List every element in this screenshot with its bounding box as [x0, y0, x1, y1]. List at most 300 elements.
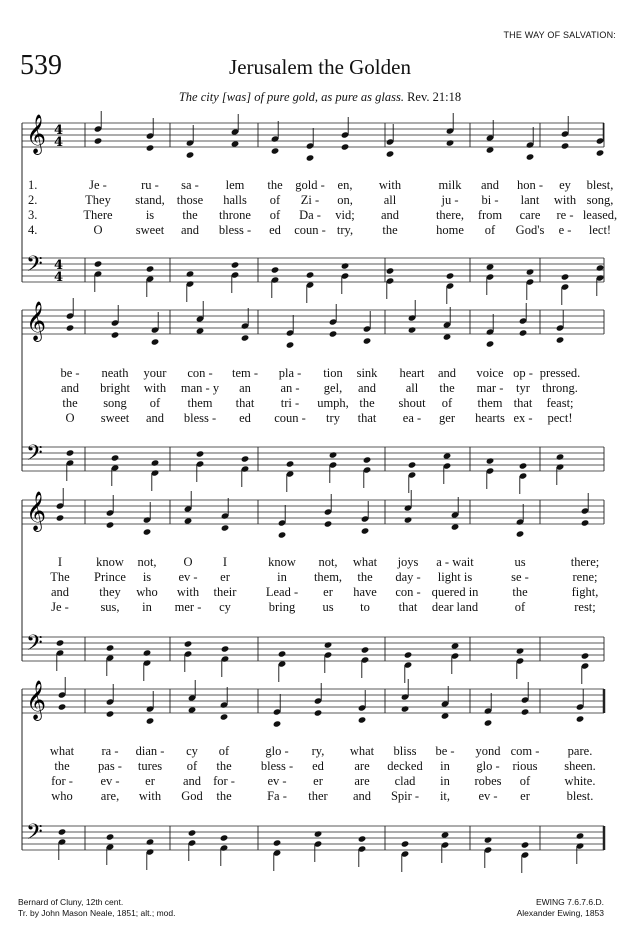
note-head	[324, 520, 333, 527]
lyric-syllable: stand,	[135, 193, 165, 207]
lyric-syllable: light is	[437, 570, 473, 584]
note-head	[401, 705, 410, 712]
lyric-syllable: sa -	[181, 178, 199, 192]
note-head	[519, 462, 528, 469]
lyric-syllable: on,	[337, 193, 353, 207]
note-head	[286, 460, 295, 467]
lyric-syllable: what	[349, 744, 375, 758]
verse-number: 4.	[28, 223, 38, 237]
lyric-syllable: those	[176, 193, 204, 207]
translator-credit: Tr. by John Mason Neale, 1851; alt.; mod.	[18, 908, 176, 918]
bass-clef-icon: 𝄢	[26, 441, 43, 471]
note-head	[556, 453, 565, 460]
lyric-syllable: and	[50, 585, 70, 599]
note-head	[314, 830, 323, 837]
lyric-syllable: clad	[394, 774, 416, 788]
time-signature: 4	[54, 135, 64, 150]
lyric-syllable: ra -	[101, 744, 119, 758]
note-head	[329, 451, 338, 458]
verse-number: 1.	[28, 178, 38, 192]
note-head	[231, 261, 240, 268]
lyric-syllable: se -	[511, 570, 529, 584]
note-head	[220, 834, 229, 841]
note-head	[596, 149, 605, 156]
note-head	[146, 265, 155, 272]
lyric-syllable: lant	[520, 193, 540, 207]
lyric-syllable: pare.	[567, 744, 593, 758]
lyric-syllable: God's	[515, 223, 545, 237]
lyric-syllable: pla -	[278, 366, 302, 380]
time-signature: 4	[54, 270, 64, 285]
lyric-syllable: and	[60, 381, 80, 395]
note-head	[341, 143, 350, 150]
lyric-syllable: the	[54, 759, 70, 773]
lyric-syllable: halls	[223, 193, 247, 207]
lyric-syllable: blest,	[586, 178, 614, 192]
lyric-line	[0, 381, 640, 395]
note-head	[151, 459, 160, 466]
lyric-syllable: tion	[323, 366, 343, 380]
lyric-syllable: all	[383, 193, 397, 207]
note-head	[519, 329, 528, 336]
lyric-line	[0, 396, 640, 410]
lyric-syllable: robes	[474, 774, 502, 788]
lyric-syllable: op -	[513, 366, 533, 380]
lyric-syllable: O	[183, 555, 193, 569]
lyric-syllable: the	[62, 396, 78, 410]
lyric-syllable: ju -	[441, 193, 459, 207]
lyric-syllable: O	[93, 223, 103, 237]
lyric-syllable: lect!	[588, 223, 612, 237]
note-head	[408, 326, 417, 333]
note-head	[146, 838, 155, 845]
lyric-syllable: pect!	[547, 411, 573, 425]
note-head	[576, 715, 585, 722]
note-head	[361, 527, 370, 534]
lyric-syllable: fight,	[571, 585, 599, 599]
lyric-syllable: er	[520, 789, 530, 803]
lyric-syllable: is	[145, 208, 155, 222]
lyric-syllable: sus,	[100, 600, 120, 614]
lyric-syllable: hon -	[516, 178, 544, 192]
hymn-title: Jerusalem the Golden	[229, 55, 411, 79]
lyric-syllable: ex -	[513, 411, 533, 425]
lyric-syllable: of	[514, 600, 526, 614]
lyric-syllable: of	[484, 223, 496, 237]
lyric-syllable: dear land	[431, 600, 479, 614]
lyric-syllable: neath	[101, 366, 129, 380]
lyric-syllable: the	[439, 381, 455, 395]
lyric-syllable: know	[268, 555, 296, 569]
lyric-syllable: sweet	[135, 223, 165, 237]
lyric-syllable: They	[85, 193, 111, 207]
author-credit: Bernard of Cluny, 12th cent.	[18, 897, 124, 907]
lyric-syllable: com -	[510, 744, 540, 758]
lyric-line	[0, 600, 640, 614]
lyric-line	[0, 555, 640, 569]
note-head	[441, 712, 450, 719]
lyric-syllable: mer -	[174, 600, 202, 614]
lyric-syllable: there;	[570, 555, 600, 569]
note-head	[486, 263, 495, 270]
note-head	[358, 716, 367, 723]
lyric-syllable: the	[216, 789, 232, 803]
lyric-syllable: day -	[395, 570, 421, 584]
lyric-syllable: of	[186, 759, 198, 773]
note-head	[196, 327, 205, 334]
note-head	[271, 147, 280, 154]
lyric-syllable: from	[477, 208, 503, 222]
lyric-syllable: joys	[397, 555, 419, 569]
note-head	[143, 528, 152, 535]
lyric-syllable: and	[182, 774, 202, 788]
lyric-syllable: care	[519, 208, 541, 222]
lyric-line	[0, 411, 640, 425]
epigraph-text: The city [was] of pure gold, as pure as glass.	[178, 90, 404, 104]
lyric-syllable: gold -	[295, 178, 325, 192]
note-head	[106, 644, 115, 651]
lyric-syllable: glo -	[265, 744, 289, 758]
lyric-line	[0, 774, 640, 788]
lyric-syllable: Je -	[89, 178, 107, 192]
lyric-syllable: be -	[60, 366, 80, 380]
lyric-syllable: tures	[137, 759, 163, 773]
lyric-syllable: God	[181, 789, 203, 803]
lyric-syllable: er	[220, 570, 230, 584]
lyric-syllable: man - y	[180, 381, 220, 395]
lyric-syllable: sheen.	[564, 759, 596, 773]
lyric-line	[0, 223, 640, 237]
lyric-syllable: ev -	[267, 774, 287, 788]
lyric-syllable: con -	[187, 366, 213, 380]
lyric-syllable: for -	[51, 774, 73, 788]
lyric-syllable: there,	[435, 208, 465, 222]
note-head	[521, 708, 530, 715]
note-head	[581, 652, 590, 659]
note-head	[561, 273, 570, 280]
note-head	[94, 137, 103, 144]
lyric-syllable: ey	[559, 178, 571, 192]
note-head	[188, 829, 197, 836]
lyric-syllable: to	[360, 600, 370, 614]
note-head	[278, 650, 287, 657]
lyric-syllable: tyr	[516, 381, 530, 395]
lyric-syllable: There	[83, 208, 113, 222]
lyric-syllable: bless -	[183, 411, 217, 425]
time-signature: 4	[54, 123, 64, 138]
lyric-syllable: with	[138, 789, 162, 803]
note-head	[581, 519, 590, 526]
note-head	[521, 841, 530, 848]
lyric-syllable: not,	[137, 555, 157, 569]
treble-clef-icon: 𝄞	[26, 301, 47, 341]
lyric-syllable: rious	[512, 759, 538, 773]
note-head	[358, 835, 367, 842]
note-head	[314, 709, 323, 716]
section-header: THE WAY OF SALVATION:	[503, 30, 616, 40]
lyric-syllable: sink	[356, 366, 378, 380]
lyric-line	[0, 193, 640, 207]
lyric-syllable: vid;	[335, 208, 355, 222]
note-head	[94, 260, 103, 267]
lyric-line	[0, 570, 640, 584]
lyric-syllable: Fa -	[267, 789, 287, 803]
lyric-syllable: sweet	[100, 411, 130, 425]
lyric-syllable: with	[143, 381, 167, 395]
lyric-syllable: ru -	[141, 178, 159, 192]
note-head	[106, 833, 115, 840]
lyric-syllable: of	[269, 208, 281, 222]
lyric-syllable: pas -	[98, 759, 122, 773]
lyric-syllable: rene;	[572, 570, 598, 584]
lyric-syllable: dian -	[135, 744, 165, 758]
lyric-syllable: be -	[435, 744, 455, 758]
note-head	[231, 140, 240, 147]
note-head	[408, 461, 417, 468]
lyric-syllable: are	[354, 774, 370, 788]
lyric-syllable: that	[235, 396, 255, 410]
bass-clef-icon: 𝄢	[26, 820, 43, 850]
note-head	[404, 516, 413, 523]
lyric-syllable: with	[553, 193, 577, 207]
hymn-number: 539	[20, 50, 62, 81]
lyric-syllable: ed	[312, 759, 324, 773]
lyric-syllable: and	[357, 381, 377, 395]
note-head	[441, 831, 450, 838]
lyric-syllable: I	[57, 555, 63, 569]
verse-number: 2.	[28, 193, 38, 207]
note-head	[184, 640, 193, 647]
lyric-syllable: glo -	[476, 759, 500, 773]
lyric-syllable: the	[382, 223, 398, 237]
note-head	[443, 333, 452, 340]
note-head	[58, 703, 67, 710]
note-head	[526, 268, 535, 275]
lyric-syllable: yond	[475, 744, 501, 758]
lyric-syllable: leased,	[582, 208, 618, 222]
lyric-syllable: in	[277, 570, 287, 584]
lyric-syllable: and	[352, 789, 372, 803]
bass-clef-icon: 𝄢	[26, 252, 43, 282]
lyric-syllable: Spir -	[390, 789, 420, 803]
note-head	[196, 450, 205, 457]
lyric-syllable: shout	[398, 396, 426, 410]
lyric-syllable: for -	[213, 774, 235, 788]
lyric-syllable: tri -	[280, 396, 300, 410]
lyric-syllable: quered in	[431, 585, 479, 599]
lyric-syllable: con -	[395, 585, 421, 599]
lyric-syllable: Je -	[51, 600, 69, 614]
lyric-line	[0, 744, 640, 758]
lyric-syllable: it,	[439, 789, 451, 803]
lyric-syllable: in	[142, 600, 152, 614]
lyric-syllable: home	[436, 223, 464, 237]
tune-credit: EWING 7.6.7.6.D.	[535, 897, 604, 907]
note-head	[516, 647, 525, 654]
note-head	[184, 517, 193, 524]
note-head	[341, 262, 350, 269]
treble-clef-icon: 𝄞	[26, 680, 47, 720]
lyric-syllable: they	[99, 585, 121, 599]
note-head	[596, 264, 605, 271]
note-head	[484, 719, 493, 726]
lyric-syllable: them,	[313, 570, 343, 584]
note-head	[446, 139, 455, 146]
lyric-line	[0, 208, 640, 222]
note-head	[106, 710, 115, 717]
lyric-syllable: The	[50, 570, 70, 584]
lyric-syllable: white.	[564, 774, 596, 788]
note-head	[576, 832, 585, 839]
note-head	[111, 331, 120, 338]
lyric-syllable: I	[222, 555, 228, 569]
lyric-syllable: Da -	[299, 208, 321, 222]
lyric-syllable: their	[213, 585, 237, 599]
note-head	[484, 836, 493, 843]
note-head	[186, 151, 195, 158]
lyric-syllable: the	[357, 570, 373, 584]
lyric-syllable: us	[514, 555, 526, 569]
note-head	[220, 713, 229, 720]
note-head	[221, 645, 230, 652]
note-head	[486, 457, 495, 464]
note-head	[188, 706, 197, 713]
note-head	[486, 146, 495, 153]
lyric-syllable: feast;	[546, 396, 574, 410]
lyric-syllable: O	[65, 411, 75, 425]
lyric-syllable: and	[180, 223, 200, 237]
lyric-syllable: what	[352, 555, 378, 569]
note-head	[271, 266, 280, 273]
composer-credit: Alexander Ewing, 1853	[516, 908, 604, 918]
lyric-syllable: is	[142, 570, 152, 584]
lyric-syllable: cy	[186, 744, 198, 758]
note-head	[286, 341, 295, 348]
lyric-line	[0, 178, 640, 192]
lyric-syllable: the	[359, 396, 375, 410]
lyric-syllable: the	[182, 208, 198, 222]
note-head	[111, 454, 120, 461]
note-head	[58, 828, 67, 835]
lyric-syllable: blest.	[566, 789, 594, 803]
lyric-syllable: an -	[280, 381, 300, 395]
note-head	[446, 272, 455, 279]
lyric-syllable: all	[405, 381, 419, 395]
lyric-syllable: ed	[239, 411, 251, 425]
lyric-syllable: that	[513, 396, 533, 410]
note-head	[151, 338, 160, 345]
lyric-syllable: of	[218, 744, 230, 758]
lyric-syllable: have	[353, 585, 377, 599]
note-head	[241, 455, 250, 462]
lyric-syllable: hearts	[475, 411, 505, 425]
note-head	[306, 154, 315, 161]
lyric-syllable: coun -	[274, 411, 306, 425]
note-head	[66, 449, 75, 456]
epigraph-reference: Rev. 21:18	[407, 90, 462, 104]
lyric-syllable: ea -	[402, 411, 422, 425]
lyric-syllable: us	[322, 600, 334, 614]
lyric-syllable: bring	[268, 600, 296, 614]
note-head	[221, 524, 230, 531]
lyric-syllable: try	[326, 411, 340, 425]
lyric-syllable: throng.	[542, 381, 578, 395]
lyric-syllable: voice	[476, 366, 504, 380]
lyric-syllable: bliss	[393, 744, 417, 758]
lyric-syllable: a - wait	[436, 555, 474, 569]
treble-clef-icon: 𝄞	[26, 491, 47, 531]
lyric-syllable: and	[380, 208, 400, 222]
lyric-syllable: ry,	[311, 744, 325, 758]
lyric-syllable: song	[103, 396, 127, 410]
lyric-syllable: what	[49, 744, 75, 758]
lyric-syllable: and	[145, 411, 165, 425]
note-head	[443, 452, 452, 459]
credits-left	[18, 897, 176, 919]
lyric-syllable: song,	[586, 193, 614, 207]
note-head	[273, 720, 282, 727]
lyric-line	[0, 789, 640, 803]
lyric-syllable: try,	[336, 223, 354, 237]
lyric-line	[0, 759, 640, 773]
lyric-syllable: your	[143, 366, 167, 380]
note-head	[516, 530, 525, 537]
lyric-syllable: that	[398, 600, 418, 614]
lyric-syllable: them	[477, 396, 503, 410]
note-head	[186, 270, 195, 277]
lyric-syllable: Lead -	[265, 585, 299, 599]
note-head	[363, 456, 372, 463]
note-head	[451, 642, 460, 649]
lyric-syllable: are,	[100, 789, 120, 803]
lyric-syllable: an	[239, 381, 251, 395]
lyric-syllable: coun -	[294, 223, 326, 237]
lyric-syllable: the	[512, 585, 528, 599]
note-head	[561, 142, 570, 149]
lyric-syllable: gel,	[323, 381, 343, 395]
lyric-syllable: who	[136, 585, 158, 599]
treble-clef-icon: 𝄞	[26, 114, 47, 154]
lyric-syllable: ger	[439, 411, 455, 425]
note-head	[361, 646, 370, 653]
lyric-syllable: the	[216, 759, 232, 773]
note-head	[143, 649, 152, 656]
note-head	[241, 334, 250, 341]
lyric-syllable: bi -	[481, 193, 499, 207]
lyric-syllable: of	[441, 396, 453, 410]
lyric-syllable: er	[145, 774, 155, 788]
lyric-syllable: of	[149, 396, 161, 410]
lyric-syllable: re -	[556, 208, 574, 222]
lyric-syllable: en,	[337, 178, 353, 192]
note-head	[451, 523, 460, 530]
lyric-syllable: pressed.	[539, 366, 581, 380]
lyric-syllable: the	[267, 178, 283, 192]
lyric-syllable: bless -	[218, 223, 252, 237]
lyric-syllable: Prince	[94, 570, 126, 584]
lyric-syllable: with	[378, 178, 402, 192]
note-head	[66, 324, 75, 331]
time-signature: 4	[54, 258, 64, 273]
note-head	[146, 144, 155, 151]
lyric-syllable: of	[519, 774, 531, 788]
note-head	[306, 271, 315, 278]
note-head	[404, 651, 413, 658]
lyric-syllable: bless -	[260, 759, 294, 773]
lyric-syllable: them	[187, 396, 213, 410]
lyric-syllable: with	[176, 585, 200, 599]
note-head	[273, 839, 282, 846]
